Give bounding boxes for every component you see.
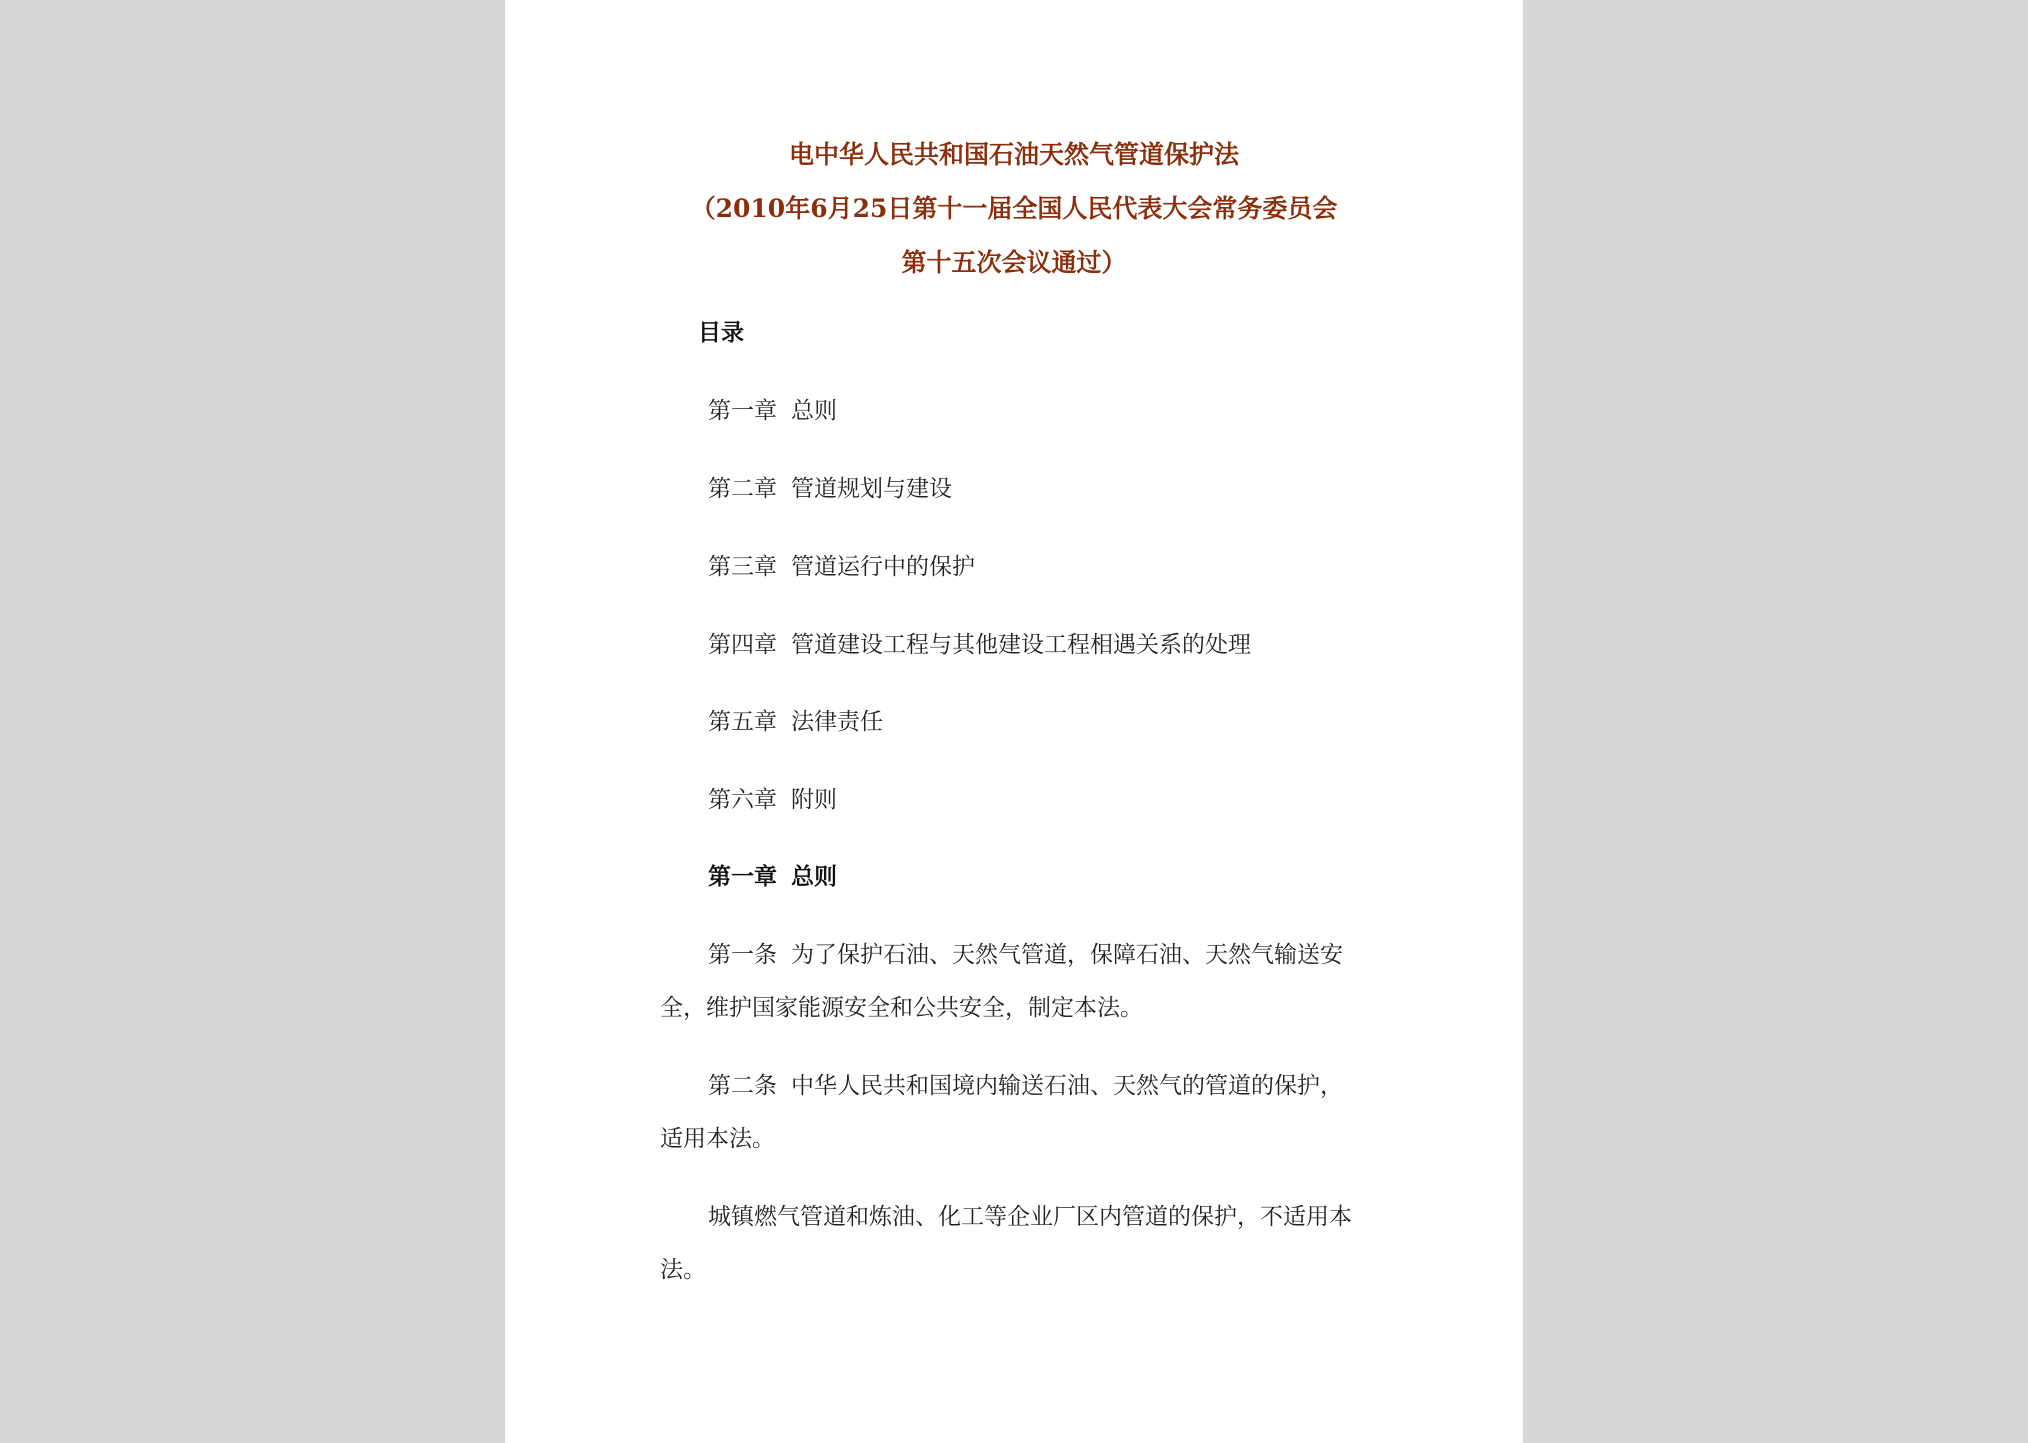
title-line-3: 第十五次会议通过） <box>901 248 1127 277</box>
article-1-line-2: 全，维护国家能源安全和公共安全，制定本法。 <box>660 995 1143 1021</box>
article-1-line-1 <box>708 940 1343 970</box>
document-title <box>505 128 1523 290</box>
toc-item-number: 第六章 <box>708 787 777 813</box>
toc-item-title: 附则 <box>791 787 837 813</box>
toc-item-title: 管道规划与建设 <box>791 476 952 502</box>
toc-item <box>708 707 883 737</box>
toc-item <box>708 474 952 504</box>
document-page <box>505 0 1523 1443</box>
chapter-number: 第一章 <box>708 863 777 890</box>
title-line-2: （2010年6月25日第十一届全国人民代表大会常务委员会 <box>690 194 1338 223</box>
paragraph-line-1: 城镇燃气管道和炼油、化工等企业厂区内管道的保护，不适用本 <box>708 1204 1352 1230</box>
toc-item-title: 管道运行中的保护 <box>791 554 975 580</box>
article-text: 中华人民共和国境内输送石油、天然气的管道的保护， <box>791 1073 1343 1099</box>
article-number: 第二条 <box>708 1073 777 1099</box>
article-2-line-2: 适用本法。 <box>660 1126 775 1152</box>
toc-item <box>708 785 837 815</box>
title-line-1: 电中华人民共和国石油天然气管道保护法 <box>788 140 1239 169</box>
toc-item-number: 第五章 <box>708 709 777 735</box>
toc-item-number: 第二章 <box>708 476 777 502</box>
toc-item <box>708 396 837 426</box>
toc-item-title: 管道建设工程与其他建设工程相遇关系的处理 <box>791 632 1251 658</box>
toc-item-number: 第一章 <box>708 398 777 424</box>
chapter-title: 总则 <box>791 863 837 890</box>
article-text: 为了保护石油、天然气管道，保障石油、天然气输送安 <box>791 942 1343 968</box>
paragraph-line-2: 法。 <box>660 1257 706 1283</box>
article-2-line-1 <box>708 1071 1343 1101</box>
toc-item-number: 第三章 <box>708 554 777 580</box>
toc-item <box>708 630 1251 660</box>
toc-item-number: 第四章 <box>708 632 777 658</box>
toc-heading: 目录 <box>698 319 744 346</box>
toc-item-title: 法律责任 <box>791 709 883 735</box>
toc-item-title: 总则 <box>791 398 837 424</box>
toc-item <box>708 552 975 582</box>
chapter-heading <box>708 862 837 892</box>
article-number: 第一条 <box>708 942 777 968</box>
